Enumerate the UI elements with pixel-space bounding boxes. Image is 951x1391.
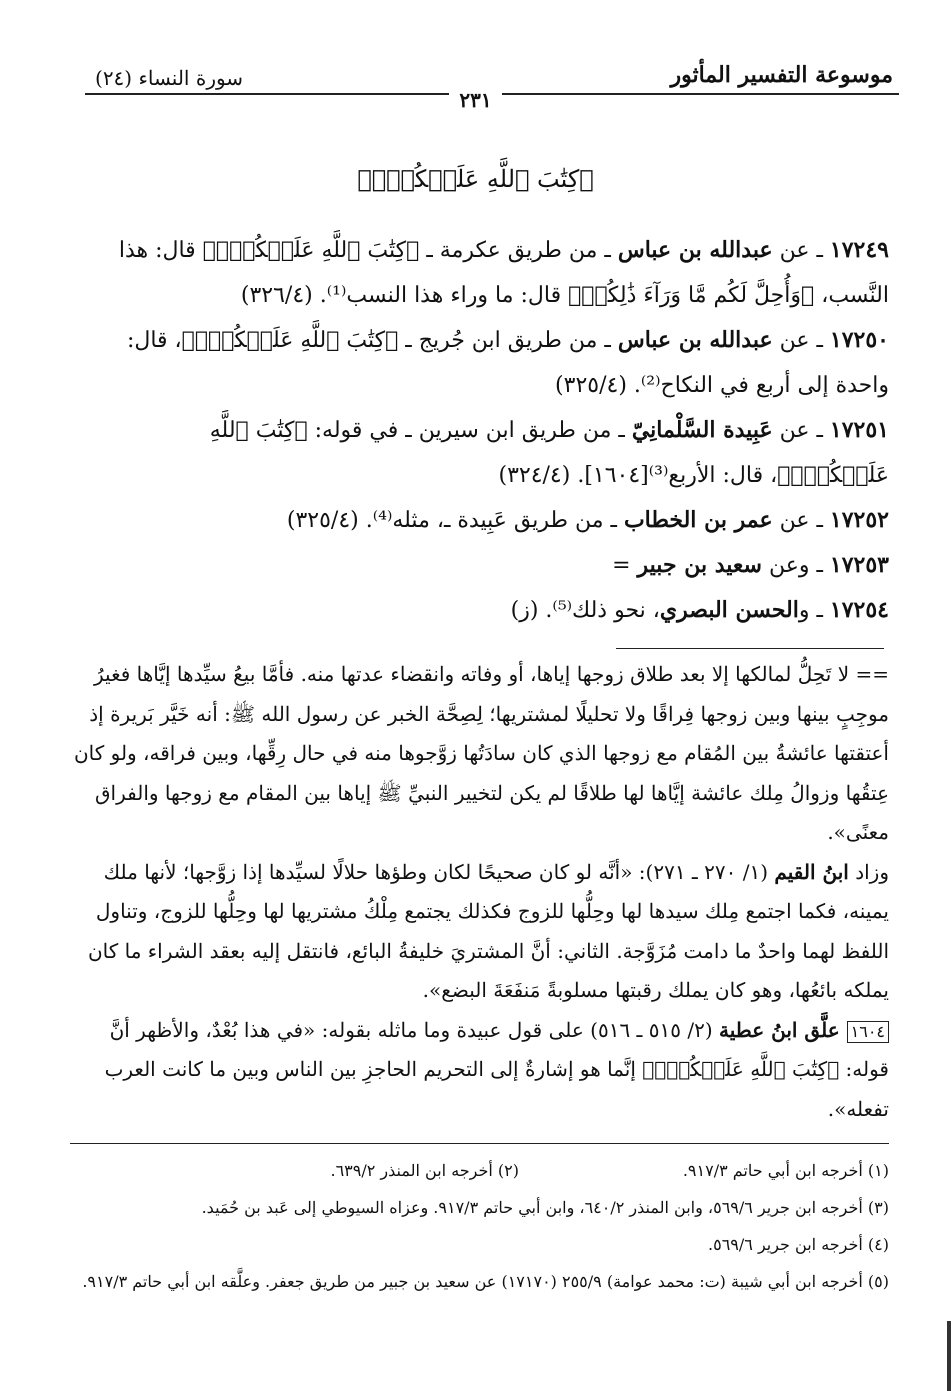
narration-prefix: ـ وعن — [761, 553, 830, 578]
narration-number: ١٧٢٥٠ — [829, 327, 889, 353]
narration-text: ـ من طريق ابن جُريج ـ ﴿كِتَٰبَ ٱللَّهِ عَلَيۡكُمۡۚ﴾، قال: واحدة إلى أربع في النكاح⁽²⁾. (٣٢٥/٤) — [126, 328, 889, 398]
narration-number: ١٧٢٥٤ — [829, 597, 889, 623]
commentary-paragraph: == لا تَحِلُّ لمالكها إلا بعد طلاق زوجها إياها، أو وفاته وانقضاء عدتها منه. فأمَّا بيعُ سيِّدها إيَّاها فغيرُ موجِبٍ بينها وبين زوجها فِراقًا ولا تحليلًا لمشتريها؛ لِصِحَّة الخبر عن رسول الله ﷺ: أنه خَيَّر بَريرة إذ أعتقتها عائشةُ بين المُقام مع زوجها الذي كان سادَتُها زوَّجوها منه في حال رِقِّها، وبين فراقه، ولو كان عِتقُها وزوالُ مِلك عائشة إيَّاها لها طلاقًا لم يكن لتخيير النبيِّ ﷺ إياها بين المقام مع زوجها والفراق معنًى». — [73, 662, 889, 844]
narration-entry — [88, 588, 889, 633]
narration-entry — [88, 543, 889, 588]
scholar-name: علَّق ابنُ عطية — [719, 1017, 847, 1042]
note-number-box: ١٦٠٤ — [847, 1021, 889, 1043]
narration-text: ـ من طريق عَبِيدة ـ، مثله⁽⁴⁾. (٣٢٥/٤) — [286, 508, 624, 533]
narration-entry — [88, 498, 889, 543]
footnote-row — [72, 1152, 889, 1189]
book-title: موسوعة التفسير المأثور — [670, 62, 893, 88]
verse-heading: ﴿كِتَٰبَ ٱللَّهِ عَلَيۡكُمۡۚ﴾ — [357, 165, 594, 193]
narration-prefix: ـ عن — [772, 328, 830, 353]
narration-entry — [88, 318, 889, 408]
commentary-paragraph — [66, 853, 889, 1011]
scholar-name: ابنُ القيم — [774, 859, 849, 884]
narration-text: ، نحو ذلك⁽⁵⁾. (ز) — [510, 598, 660, 623]
narration-text: ـ من طريق ابن سيرين ـ في قوله: ﴿كِتَٰبَ ٱللَّهِ عَلَيۡكُمۡۚ﴾، قال: الأربع⁽³⁾[١٦٠٤]. (٣٢٤/٤) — [209, 418, 889, 488]
narrator-name: عبدالله بن عباس — [617, 237, 773, 263]
narration-number: ١٧٢٥٣ — [829, 552, 889, 578]
footnote: (٢) أخرجه ابن المنذر ٦٣٩/٢. — [330, 1161, 519, 1180]
footnote: (١) أخرجه ابن أبي حاتم ٩١٧/٣. — [682, 1161, 889, 1180]
commentary-paragraph — [66, 1011, 889, 1130]
footnotes — [72, 1152, 889, 1300]
footnote: (٣) أخرجه ابن جرير ٥٦٩/٦، وابن المنذر ٦٤٠/٢، وابن أبي حاتم ٩١٧/٣. وعزاه السيوطي إلى عَبد بن حُمَيد. — [201, 1198, 889, 1217]
page-edge-mark — [947, 1321, 951, 1391]
page-number: ٢٣١ — [449, 88, 501, 112]
page-number-wrap — [0, 88, 951, 112]
commentary — [66, 655, 889, 1129]
narration-text: = — [612, 553, 638, 578]
narrator-name: الحسن البصري — [659, 597, 799, 623]
narration-number: ١٧٢٤٩ — [829, 237, 889, 263]
narrator-name: عبدالله بن عباس — [617, 327, 773, 353]
narration-entry — [88, 228, 889, 318]
narration-text: ـ من طريق عكرمة ـ ﴿كِتَٰبَ ٱللَّهِ عَلَيۡكُمۡۚ﴾ قال: هذا النَّسب، ﴿وَأُحِلَّ لَكُم مَّا وَرَآءَ ذَٰلِكُمۡ﴾ قال: ما وراء هذا النسب⁽¹⁾. (٣٢٦/٤) — [118, 238, 889, 308]
narrator-name: سعيد بن جبير — [637, 552, 762, 578]
footnote-separator — [70, 1143, 889, 1144]
surah-label: سورة النساء (٢٤) — [95, 66, 244, 90]
narration-prefix: ـ و — [798, 598, 830, 623]
narration-prefix: ـ عن — [772, 418, 830, 443]
narrations — [88, 228, 889, 633]
narration-entry — [88, 408, 889, 498]
commentary-text: (١/ ٢٧٠ ـ ٢٧١): «أنَّه لو كان صحيحًا لكان وطؤها حلالًا لسيِّدها إذا زوَّجها؛ لأنها ملك يمينه، فكما اجتمع مِلك سيدها لها وحِلُّها للزوج فكذلك يجتمع مِلْكُ مشتريها لها وحِلُّها للزوج، وتناول اللفظ لهما واحدٌ ما دامت مُزَوَّجة. الثاني: أنَّ المشتريَ خليفةُ البائع، فانتقل إليه بعقد الشراء ما كان يملكه بائعُها، وهو كان يملك رقبتها مسلوبةً مَنفَعَةَ البضع». — [87, 859, 889, 1002]
commentary-lead: وزاد — [848, 859, 889, 884]
commentary-separator — [616, 648, 884, 649]
footnote: (٤) أخرجه ابن جرير ٥٦٩/٦. — [708, 1235, 889, 1254]
narration-number: ١٧٢٥١ — [829, 417, 889, 443]
narration-number: ١٧٢٥٢ — [829, 507, 889, 533]
narration-prefix: ـ عن — [772, 508, 830, 533]
footnote: (٥) أخرجه ابن أبي شيبة (ت: محمد عوامة) ٢٥٥/٩ (١٧١٧٠) عن سعيد بن جبير من طريق جعفر. وعلَّقه ابن أبي حاتم ٩١٧/٣. — [82, 1272, 889, 1291]
narrator-name: عَبِيدة السَّلْمانِيّ — [631, 417, 773, 443]
commentary-text: (٢/ ٥١٥ ـ ٥١٦) على قول عبيدة وما ماثله بقوله: «في هذا بُعْدٌ، والأظهر أنَّ قوله: ﴿كِتَٰبَ ٱللَّهِ عَلَيۡكُمۡۚ﴾ إنَّما هو إشارةٌ إلى التحريم الحاجزِ بين الناس وبين ما كانت العرب تفعله». — [104, 1017, 889, 1121]
narrator-name: عمر بن الخطاب — [623, 507, 773, 533]
narration-prefix: ـ عن — [772, 238, 830, 263]
